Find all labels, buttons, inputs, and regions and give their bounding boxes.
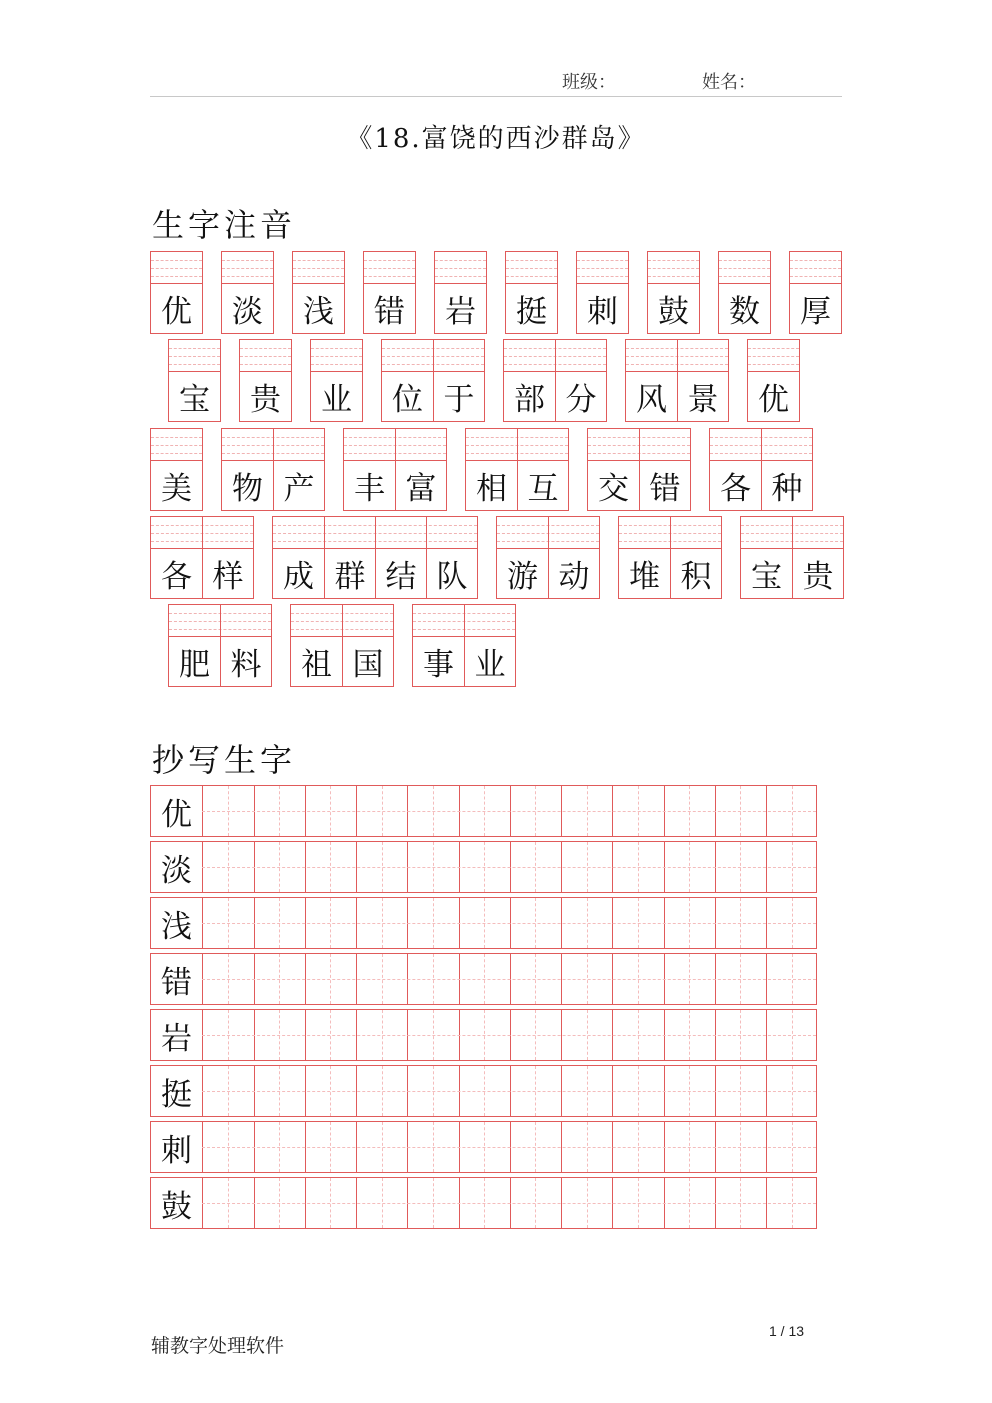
pinyin-guide-line [506,268,557,269]
character-cell: 富 [395,460,446,510]
copy-row-midline [202,1091,816,1092]
pinyin-group [168,604,272,687]
character-cell: 成 [283,558,314,595]
pinyin-group [221,251,274,334]
pinyin-group [576,251,629,334]
pinyin-group [150,516,254,599]
copy-row[interactable] [150,1009,817,1061]
character-cell: 事 [423,646,454,683]
copy-model-character: 优 [161,796,192,833]
pinyin-guide-line [435,260,486,261]
pinyin-writing-lines[interactable] [151,252,202,284]
pinyin-guide-line [648,268,699,269]
character-cell: 宝 [179,381,210,418]
copy-row-midline [202,1147,816,1148]
name-label: 姓名： [702,72,756,92]
pinyin-divider [426,517,427,548]
pinyin-writing-lines[interactable] [240,340,291,372]
pinyin-group [221,428,325,511]
character-cell: 业 [464,636,515,686]
pinyin-divider [273,429,274,460]
pinyin-divider [792,517,793,548]
copy-model-character: 刺 [161,1132,192,1169]
pinyin-divider [555,340,556,371]
pinyin-group [381,339,485,422]
pinyin-guide-line [719,268,770,269]
pinyin-writing-lines[interactable] [169,340,220,372]
copy-row[interactable] [150,953,817,1005]
pinyin-group [290,604,394,687]
pinyin-section-heading: 生字注音 [152,206,297,244]
copy-row[interactable] [150,1177,817,1229]
pinyin-guide-line [151,437,202,438]
character-cell: 数 [729,293,760,330]
pinyin-writing-lines[interactable] [790,252,841,284]
page-title: 《18.富饶的西沙群岛》 [346,124,646,154]
character-cell: 样 [202,548,253,598]
pinyin-guide-line [364,268,415,269]
pinyin-guide-line [748,364,799,365]
copy-row[interactable] [150,897,817,949]
pinyin-divider [548,517,549,548]
character-cell: 宝 [751,558,782,595]
pinyin-guide-line [169,356,220,357]
character-cell: 贵 [250,381,281,418]
pinyin-divider [670,517,671,548]
pinyin-divider [464,605,465,636]
character-cell: 淡 [232,293,263,330]
character-cell: 物 [232,470,263,507]
pinyin-guide-line [748,348,799,349]
character-cell: 肥 [179,646,210,683]
character-cell: 结 [375,548,426,598]
pinyin-group [150,428,203,511]
class-label: 班级： [562,72,616,92]
pinyin-group [709,428,813,511]
pinyin-group [434,251,487,334]
character-cell: 贵 [792,548,843,598]
header-divider [150,96,842,97]
pinyin-guide-line [240,356,291,357]
character-cell: 产 [273,460,324,510]
pinyin-divider [433,340,434,371]
character-cell: 厚 [800,293,831,330]
pinyin-group [150,251,203,334]
character-cell: 分 [555,371,606,421]
character-cell: 料 [220,636,271,686]
pinyin-group [587,428,691,511]
pinyin-writing-lines[interactable] [364,252,415,284]
character-cell: 祖 [301,646,332,683]
pinyin-group [718,251,771,334]
copy-row-midline [202,1203,816,1204]
copy-section-heading: 抄写生字 [152,741,297,779]
pinyin-guide-line [293,276,344,277]
pinyin-writing-lines[interactable] [506,252,557,284]
character-cell: 种 [761,460,812,510]
character-cell: 相 [476,470,507,507]
pinyin-guide-line [151,453,202,454]
pinyin-guide-line [719,260,770,261]
character-cell: 浅 [303,293,334,330]
pinyin-guide-line [506,260,557,261]
pinyin-guide-line [293,260,344,261]
pinyin-guide-line [790,268,841,269]
character-cell: 游 [507,558,538,595]
copy-row-midline [202,1035,816,1036]
character-cell: 动 [548,548,599,598]
pinyin-group [343,428,447,511]
character-cell: 业 [321,381,352,418]
pinyin-writing-lines[interactable] [222,252,273,284]
pinyin-divider [220,605,221,636]
pinyin-group [647,251,700,334]
pinyin-divider [517,429,518,460]
character-cell: 优 [161,293,192,330]
pinyin-guide-line [240,348,291,349]
page-number: 1 / 13 [769,1323,805,1339]
character-cell: 风 [636,381,667,418]
pinyin-divider [395,429,396,460]
character-cell: 积 [670,548,721,598]
pinyin-group [747,339,800,422]
pinyin-guide-line [364,276,415,277]
character-cell: 优 [758,381,789,418]
pinyin-group [412,604,516,687]
character-cell: 鼓 [658,293,689,330]
character-cell: 美 [161,470,192,507]
character-cell: 于 [433,371,484,421]
pinyin-guide-line [151,260,202,261]
character-cell: 部 [514,381,545,418]
copy-row[interactable] [150,785,817,837]
pinyin-writing-lines[interactable] [719,252,770,284]
pinyin-guide-line [311,348,362,349]
pinyin-group [618,516,722,599]
pinyin-guide-line [648,260,699,261]
copy-row[interactable] [150,841,817,893]
copy-row-midline [202,923,816,924]
pinyin-guide-line [435,276,486,277]
character-cell: 景 [677,371,728,421]
copy-row-midline [202,811,816,812]
pinyin-guide-line [293,268,344,269]
character-cell: 位 [392,381,423,418]
pinyin-divider [639,429,640,460]
pinyin-guide-line [577,276,628,277]
pinyin-group [310,339,363,422]
pinyin-writing-lines[interactable] [311,340,362,372]
pinyin-writing-lines[interactable] [577,252,628,284]
pinyin-divider [202,517,203,548]
pinyin-guide-line [240,364,291,365]
pinyin-group [363,251,416,334]
pinyin-guide-line [311,356,362,357]
pinyin-guide-line [222,260,273,261]
copy-row[interactable] [150,1065,817,1117]
character-cell: 刺 [587,293,618,330]
copy-model-character: 挺 [161,1076,192,1113]
pinyin-guide-line [648,276,699,277]
pinyin-group [465,428,569,511]
pinyin-group [292,251,345,334]
pinyin-guide-line [169,364,220,365]
character-cell: 国 [342,636,393,686]
pinyin-guide-line [748,356,799,357]
pinyin-writing-lines[interactable] [648,252,699,284]
footer-software: 辅教字处理软件 [151,1336,285,1357]
pinyin-group [740,516,844,599]
character-cell: 丰 [354,470,385,507]
character-cell: 挺 [516,293,547,330]
pinyin-writing-lines[interactable] [151,429,202,461]
pinyin-guide-line [151,268,202,269]
pinyin-group [168,339,221,422]
copy-row-midline [202,979,816,980]
copy-model-character: 岩 [161,1020,192,1057]
character-cell: 堆 [629,558,660,595]
pinyin-guide-line [222,268,273,269]
pinyin-writing-lines[interactable] [293,252,344,284]
pinyin-divider [342,605,343,636]
character-cell: 岩 [445,293,476,330]
pinyin-guide-line [577,260,628,261]
pinyin-divider [677,340,678,371]
character-cell: 各 [161,558,192,595]
character-cell: 互 [517,460,568,510]
copy-row[interactable] [150,1121,817,1173]
pinyin-group [789,251,842,334]
pinyin-divider [761,429,762,460]
character-cell: 各 [720,470,751,507]
copy-model-character: 错 [161,964,192,1001]
copy-row-midline [202,867,816,868]
pinyin-group [505,251,558,334]
character-cell: 群 [324,548,375,598]
character-cell: 错 [374,293,405,330]
pinyin-writing-lines[interactable] [748,340,799,372]
pinyin-guide-line [151,445,202,446]
pinyin-group [503,339,607,422]
pinyin-group [272,516,478,599]
character-cell: 队 [426,548,477,598]
pinyin-guide-line [790,260,841,261]
pinyin-guide-line [151,276,202,277]
character-cell: 错 [639,460,690,510]
pinyin-divider [375,517,376,548]
copy-model-character: 浅 [161,908,192,945]
pinyin-writing-lines[interactable] [435,252,486,284]
pinyin-guide-line [222,276,273,277]
pinyin-group [625,339,729,422]
pinyin-guide-line [364,260,415,261]
pinyin-guide-line [577,268,628,269]
copy-model-character: 淡 [161,852,192,889]
pinyin-guide-line [506,276,557,277]
pinyin-guide-line [169,348,220,349]
pinyin-guide-line [311,364,362,365]
pinyin-group [239,339,292,422]
pinyin-group [496,516,600,599]
pinyin-guide-line [435,268,486,269]
copy-model-character: 鼓 [161,1188,192,1225]
pinyin-guide-line [790,276,841,277]
pinyin-divider [324,517,325,548]
pinyin-guide-line [719,276,770,277]
character-cell: 交 [598,470,629,507]
